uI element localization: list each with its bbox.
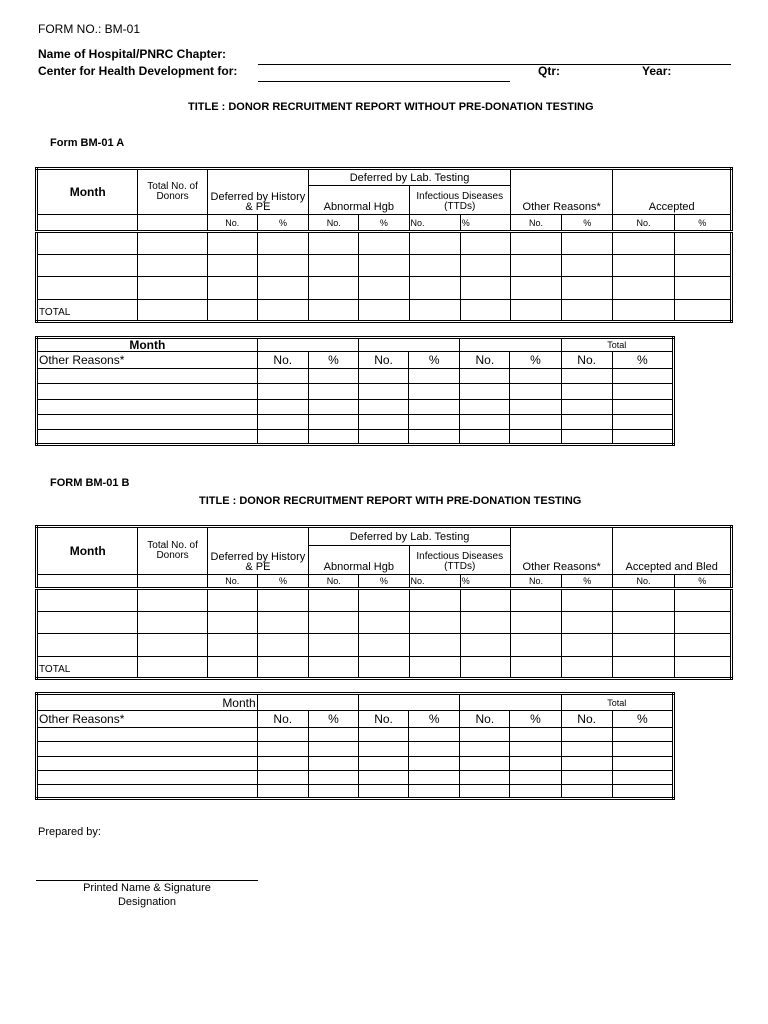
no-header: No.	[510, 214, 561, 231]
other-reasons-header: Other Reasons*	[510, 527, 612, 575]
total-label: TOTAL	[37, 299, 138, 321]
printed-name-label: Printed Name & Signature	[83, 882, 211, 894]
no-header: No.	[358, 352, 408, 369]
table-row[interactable]	[37, 429, 674, 444]
total-label: TOTAL	[37, 656, 138, 678]
table-row[interactable]	[37, 589, 732, 611]
pct-header: %	[510, 352, 561, 369]
abnormal-hgb-header: Abnormal Hgb	[309, 186, 409, 215]
chd-line[interactable]	[258, 81, 510, 82]
form-label-a: Form BM-01 A	[50, 137, 125, 149]
hospital-label: Name of Hospital/PNRC Chapter:	[38, 47, 227, 61]
title-a: TITLE : DONOR RECRUITMENT REPORT WITHOUT PRE-DONATION TESTING	[188, 101, 594, 113]
deferred-history-header: Deferred by History & PE	[207, 169, 308, 215]
deferred-lab-header: Deferred by Lab. Testing	[309, 169, 511, 186]
pct-header: %	[674, 574, 731, 588]
form-number: FORM NO.: BM-01	[38, 22, 141, 36]
no-header: No.	[409, 214, 460, 231]
year-label: Year:	[642, 64, 672, 78]
no-header: No.	[613, 574, 674, 588]
chd-label: Center for Health Development for:	[38, 64, 238, 78]
pct-header: %	[308, 711, 358, 728]
pct-header: %	[612, 352, 673, 369]
prepared-by-label: Prepared by:	[38, 826, 101, 838]
deferred-lab-header: Deferred by Lab. Testing	[309, 527, 511, 546]
no-header: No.	[613, 214, 674, 231]
table-row[interactable]	[37, 742, 674, 756]
form-label-b: FORM BM-01 B	[50, 477, 130, 489]
table-row[interactable]	[37, 399, 674, 414]
abnormal-hgb-header: Abnormal Hgb	[309, 546, 409, 575]
table-b1	[35, 525, 733, 680]
month-header: Month	[37, 169, 138, 215]
table-b2	[35, 692, 675, 800]
table-row[interactable]	[37, 634, 732, 656]
table-a2	[35, 336, 675, 446]
infectious-header: Infectious Diseases (TTDs)	[409, 546, 510, 575]
total-header: Total	[561, 338, 673, 352]
blank-cell	[37, 574, 138, 588]
no-header: No.	[257, 711, 308, 728]
pct-header: %	[409, 711, 460, 728]
total-row[interactable]	[37, 299, 732, 321]
no-header: No.	[207, 214, 257, 231]
title-b: TITLE : DONOR RECRUITMENT REPORT WITH PRE-DONATION TESTING	[199, 495, 582, 507]
pct-header: %	[359, 574, 409, 588]
no-header: No.	[309, 214, 359, 231]
table-row[interactable]	[37, 384, 674, 399]
pct-header: %	[510, 711, 561, 728]
table-row[interactable]	[37, 369, 674, 384]
table-row[interactable]	[37, 770, 674, 784]
pct-header: %	[562, 574, 613, 588]
table-row[interactable]	[37, 728, 674, 742]
total-donors-header: Total No. of Donors	[138, 169, 207, 215]
no-header: No.	[460, 711, 510, 728]
blank-cell	[138, 574, 207, 588]
no-header: No.	[561, 711, 612, 728]
pct-header: %	[409, 352, 460, 369]
no-header: No.	[561, 352, 612, 369]
pct-header: %	[257, 214, 308, 231]
accepted-header: Accepted and Bled	[613, 527, 732, 575]
designation-label: Designation	[117, 896, 177, 908]
signature-line[interactable]	[36, 880, 258, 881]
qtr-label: Qtr:	[538, 64, 560, 78]
no-header: No.	[510, 574, 561, 588]
pct-header: %	[460, 574, 510, 588]
other-reasons-label: Other Reasons*	[37, 352, 258, 369]
month-header: Month	[37, 694, 258, 711]
table-a1	[35, 167, 733, 323]
table-row[interactable]	[37, 784, 674, 798]
pct-header: %	[257, 574, 308, 588]
no-header: No.	[257, 352, 308, 369]
no-header: No.	[207, 574, 257, 588]
no-header: No.	[309, 574, 359, 588]
table-row[interactable]	[37, 611, 732, 633]
total-donors-header: Total No. of Donors	[138, 527, 207, 575]
pct-header: %	[562, 214, 613, 231]
blank-cell	[138, 214, 207, 231]
other-reasons-label: Other Reasons*	[37, 711, 258, 728]
month-header: Month	[37, 338, 258, 352]
total-header: Total	[561, 694, 673, 711]
no-header: No.	[460, 352, 510, 369]
total-row[interactable]	[37, 656, 732, 678]
pct-header: %	[612, 711, 673, 728]
blank-cell	[37, 214, 138, 231]
no-header: No.	[358, 711, 408, 728]
deferred-history-header: Deferred by History & PE	[207, 527, 308, 575]
month-header: Month	[37, 527, 138, 575]
pct-header: %	[359, 214, 409, 231]
table-row[interactable]	[37, 756, 674, 770]
no-header: No.	[409, 574, 460, 588]
pct-header: %	[674, 214, 731, 231]
pct-header: %	[308, 352, 358, 369]
other-reasons-header: Other Reasons*	[510, 169, 612, 215]
table-row[interactable]	[37, 254, 732, 276]
pct-header: %	[460, 214, 510, 231]
table-row[interactable]	[37, 414, 674, 429]
infectious-header: Infectious Diseases (TTDs)	[409, 186, 510, 215]
accepted-header: Accepted	[613, 169, 732, 215]
table-row[interactable]	[37, 277, 732, 299]
table-row[interactable]	[37, 232, 732, 254]
